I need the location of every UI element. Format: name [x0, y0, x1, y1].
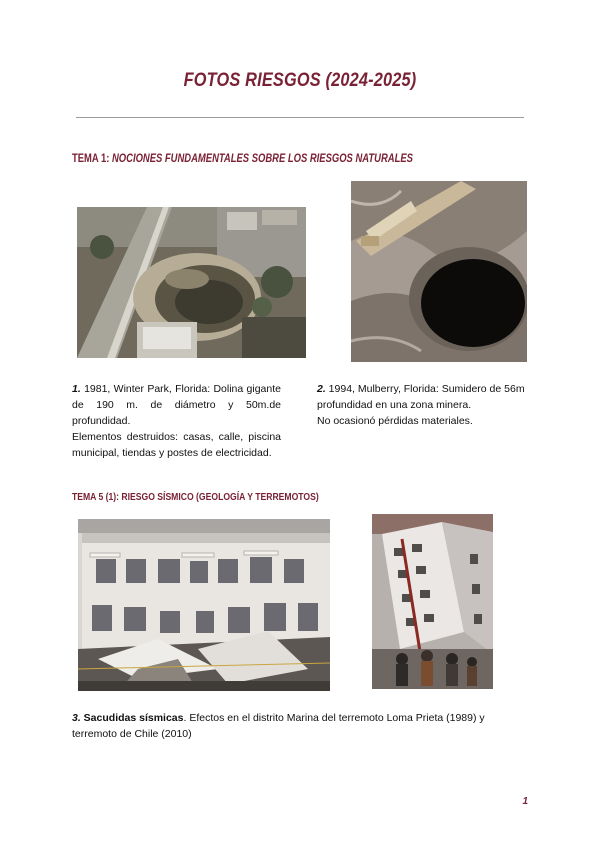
caption-text: Elementos destruidos: casas, calle, piscina municipal, tiendas y postes de electricidad. — [72, 431, 281, 459]
page-number: 1 — [522, 796, 528, 807]
photo-winter-park-sinkhole — [77, 207, 306, 358]
caption-text: 1994, Mulberry, Florida: Sumidero de 56m profundidad en una zona minera. — [317, 383, 525, 411]
caption-text: 1981, Winter Park, Florida: Dolina gigante de 190 m. de diámetro y 50m.de profundidad. — [72, 383, 281, 427]
title-divider — [76, 117, 524, 118]
page-title: FOTOS RIESGOS (2024-2025) — [183, 70, 417, 91]
photo-marina-district-earthquake — [78, 519, 330, 691]
caption-photo-2 — [317, 381, 527, 429]
caption-text: No ocasionó pérdidas materiales. — [317, 415, 473, 427]
caption-photo-3 — [72, 710, 530, 742]
section-subtitle: NOCIONES FUNDAMENTALES SOBRE LOS RIESGOS NATURALES — [112, 153, 413, 165]
section-label: TEMA 1: — [72, 153, 110, 165]
section-heading-tema-5: TEMA 5 (1): RIESGO SÍSMICO (GEOLOGÍA Y TERREMOTOS) — [72, 491, 319, 503]
caption-number: 1. — [72, 383, 81, 395]
caption-number: 2. — [317, 383, 326, 395]
caption-bold-text: Sacudidas sísmicas — [80, 712, 184, 724]
photo-chile-earthquake — [372, 514, 493, 689]
photo-mulberry-sinkhole — [351, 181, 527, 362]
section-heading-tema-1 — [72, 153, 413, 165]
caption-text: . Efectos en el distrito Marina del terremoto Loma Prieta (1989) y terremoto de Chile (2010) — [72, 712, 485, 740]
caption-photo-1 — [72, 381, 281, 461]
caption-number: 3. — [72, 712, 81, 724]
